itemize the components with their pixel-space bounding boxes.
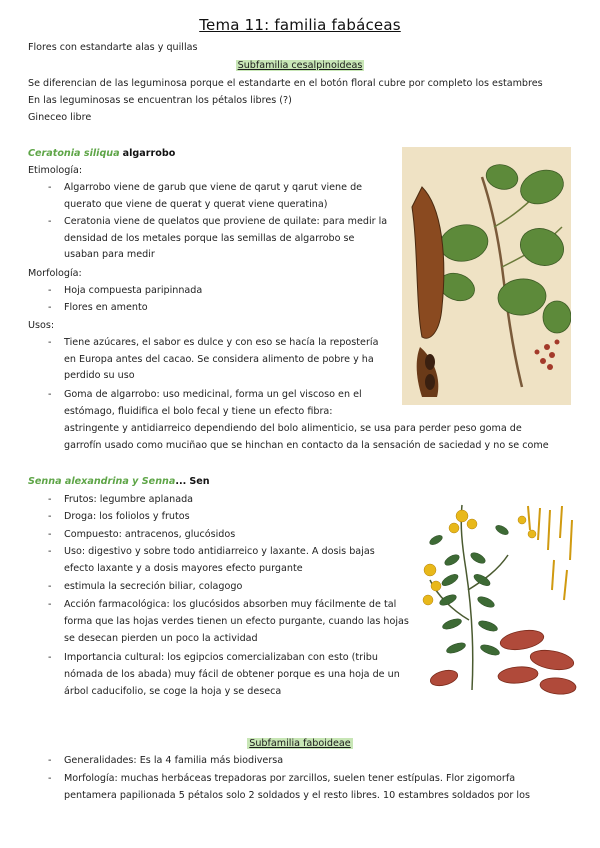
- list-item-text: en Europa antes del cacao. Se considera alimento de pobre y ha: [64, 353, 374, 365]
- intro-line: Flores con estandarte alas y quillas: [28, 42, 198, 53]
- faboideae-heading-row: [0, 736, 600, 752]
- list-item-text: perdido su uso: [64, 370, 135, 382]
- list-item-text: usaban para medir: [64, 249, 155, 261]
- continuation-line: garrofín usado como muciñao que se hinchan en contacto da la sensación de saciedad y no se come: [64, 440, 549, 451]
- list-item-text: se desecan pierden un poco la actividad: [64, 633, 258, 644]
- list-item-text: árbol caducifolio, se coge la hoja y se deseca: [64, 686, 282, 697]
- list-item-text: densidad de los metales porque las semillas de algarrobo se: [64, 232, 355, 244]
- list-item-text: Algarrobo viene de garub que viene de qarut y qarut viene de: [64, 182, 363, 193]
- bullet-dash: -: [48, 581, 52, 592]
- senna-illustration: [422, 500, 580, 698]
- list-item-text: estimula la secreción biliar, colagogo: [64, 581, 243, 592]
- list-item-text: Ceratonia viene de quelatos que proviene de quilate: para medir la: [64, 216, 388, 227]
- bullet-dash: -: [48, 285, 52, 296]
- list-item-text: Morfología: muchas herbáceas trepadoras por zarcillos, suelen tener estípulas. Flor zigomorfa: [64, 773, 516, 784]
- bullet-dash: -: [48, 182, 52, 193]
- page-title: Tema 11: familia fabáceas: [199, 16, 401, 34]
- bullet-dash: -: [48, 389, 52, 400]
- bullet-dash: -: [48, 546, 52, 557]
- ceratonia-heading: [28, 146, 175, 162]
- bullet-dash: -: [48, 755, 52, 766]
- etimologia-label: Etimología:: [28, 165, 83, 176]
- ceratonia-common-name: algarrobo: [122, 148, 176, 159]
- bullet-dash: -: [48, 302, 52, 313]
- list-item-text: nómada de los abada) muy fácil de obtener porque es una hoja de un: [64, 669, 400, 680]
- senna-scientific-name: Senna alexandrina y Senna: [28, 476, 176, 487]
- morfologia-label: Morfología:: [28, 268, 82, 279]
- senna-common-name: Sen: [189, 476, 210, 487]
- list-item-text: Goma de algarrobo: uso medicinal, forma un gel viscoso en el: [64, 389, 362, 400]
- bullet-dash: -: [48, 599, 52, 610]
- ceratonia-scientific-name: Ceratonia siliqua: [28, 148, 120, 159]
- list-item-text: Hoja compuesta paripinnada: [64, 285, 203, 296]
- bullet-dash: -: [48, 773, 52, 784]
- list-item-text: Flores en amento: [64, 302, 148, 313]
- list-item-text: Importancia cultural: los egipcios comercializaban con esto (tribu: [64, 652, 378, 663]
- list-item-text: forma que las hojas verdes tienen un efecto purgante, cuando las hojas: [64, 616, 409, 627]
- cesalpinoideas-heading-row: [0, 58, 600, 74]
- senna-heading: [28, 474, 210, 490]
- list-item-text: Uso: digestivo y sobre todo antidiarreico y laxante. A dosis bajas: [64, 546, 375, 557]
- list-item-text: Frutos: legumbre aplanada: [64, 494, 194, 505]
- bullet-dash: -: [48, 511, 52, 522]
- carob-illustration: [402, 147, 571, 405]
- senna-ellipsis: ...: [175, 476, 187, 487]
- bullet-dash: -: [48, 529, 52, 540]
- bullet-dash: -: [48, 337, 52, 348]
- continuation-line: astringente y antidiarreico dependiendo del bolo alimenticio, se usa para perder peso goma de: [64, 423, 522, 434]
- list-item-text: pentamera papilionada 5 pétalos solo 2 soldados y el resto libres. 10 estambres soldados por los: [64, 790, 530, 801]
- list-item-text: Droga: los foliolos y frutos: [64, 511, 190, 522]
- bullet-dash: -: [48, 494, 52, 505]
- cesalpinoideas-heading: Subfamilia cesalpinoideas: [237, 60, 363, 71]
- list-item-text: estómago, fluidifica el bolo fecal y tiene un efecto fibra:: [64, 405, 333, 417]
- cesalpinoideas-line: Gineceo libre: [28, 112, 92, 123]
- bullet-dash: -: [48, 216, 52, 227]
- faboideae-heading: Subfamilia faboideae: [249, 738, 351, 749]
- bullet-dash: -: [48, 652, 52, 663]
- list-item-text: Acción farmacológica: los glucósidos absorben muy fácilmente de tal: [64, 599, 397, 610]
- list-item-text: querato que viene de querat y querat viene queratina): [64, 198, 328, 210]
- usos-label: Usos:: [28, 320, 55, 331]
- cesalpinoideas-line: Se diferencian de las leguminosa porque el estandarte en el botón floral cubre por completo los estambres: [28, 78, 543, 89]
- cesalpinoideas-line: En las leguminosas se encuentran los pétalos libres (?): [28, 95, 292, 106]
- list-item-text: Compuesto: antracenos, glucósidos: [64, 529, 236, 540]
- list-item-text: Tiene azúcares, el sabor es dulce y con eso se hacía la repostería: [64, 337, 379, 348]
- list-item-text: efecto laxante y a dosis mayores efecto purgante: [64, 563, 303, 574]
- list-item-text: Generalidades: Es la 4 familia más biodiversa: [64, 755, 284, 766]
